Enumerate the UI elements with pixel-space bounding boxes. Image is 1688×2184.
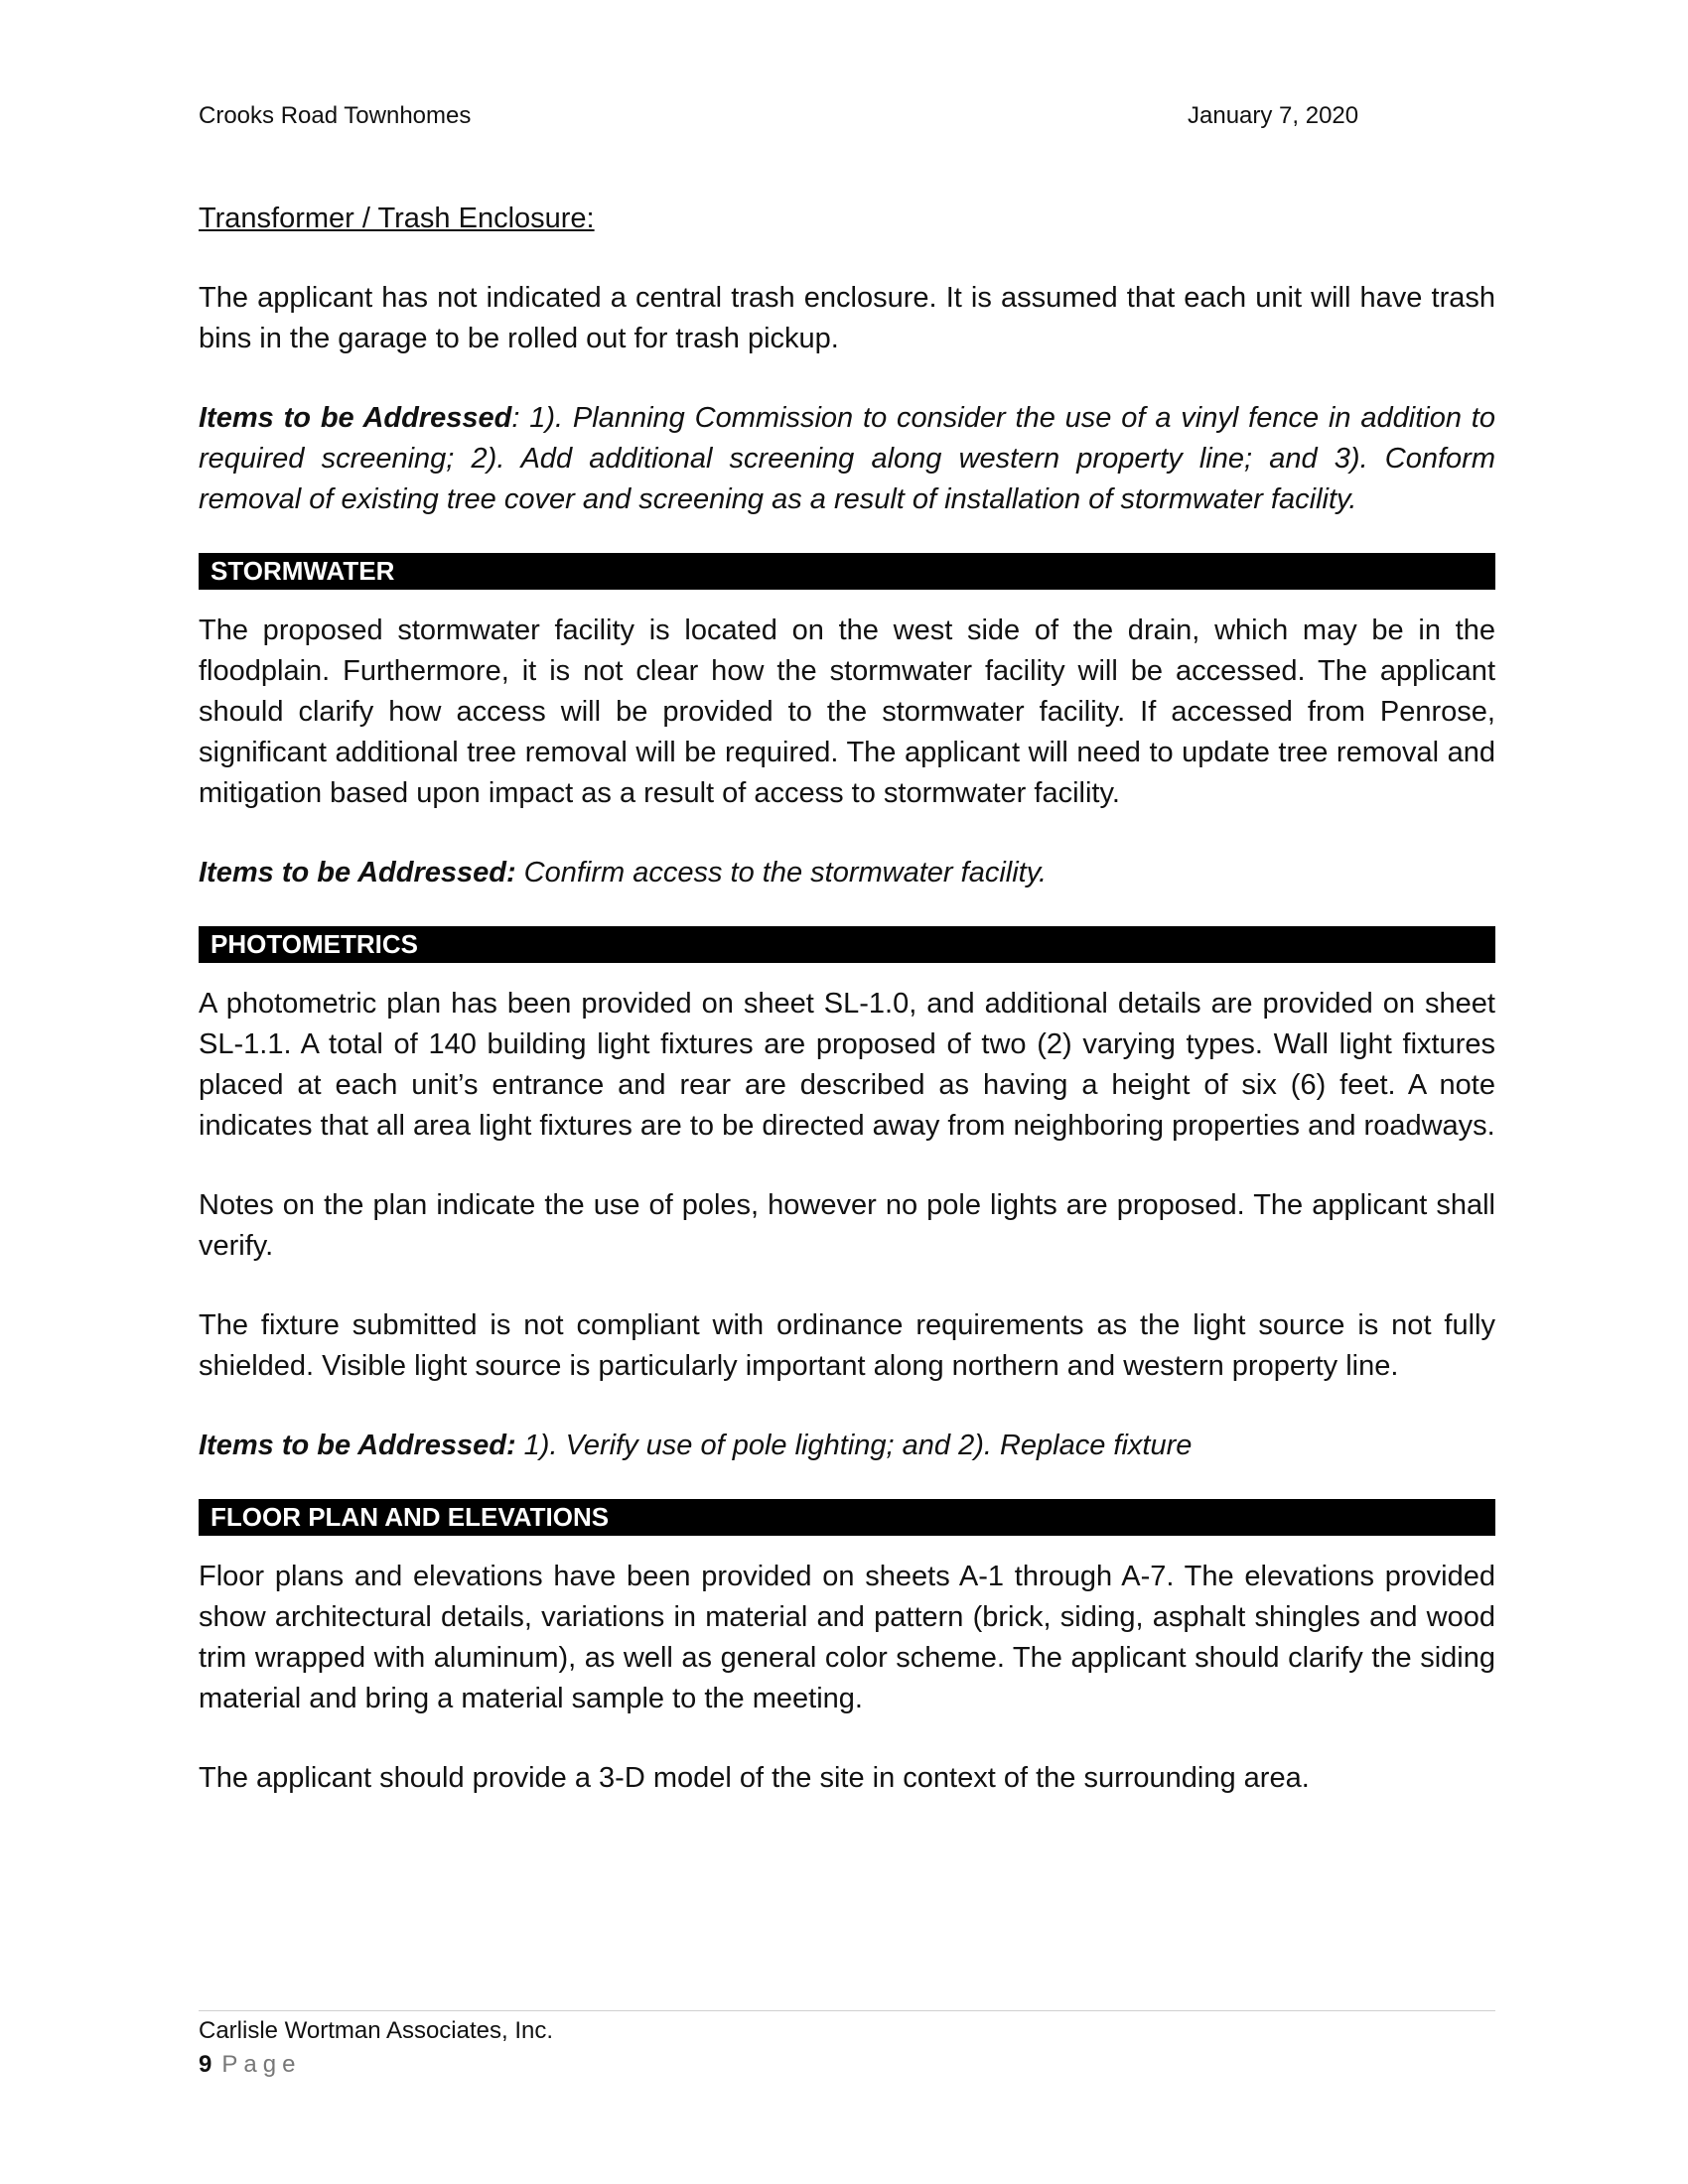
page-word: Page [221,2051,302,2078]
floorplan-paragraph-2: The applicant should provide a 3-D model of the site in context of the surrounding area. [199,1762,1310,1794]
header-project-name: Crooks Road Townhomes [199,102,472,129]
transformer-items-to-address [199,398,1495,520]
items-text: : 1). Planning Commission to consider the use of a vinyl fence in addition to required screening; 2). Add additional screening along western property line; and 3). Conform removal of existing tree cover and screening as a result of installation of stormwater facility. [199,402,1495,515]
stormwater-items-to-address [199,853,1495,893]
photometrics-items-to-address [199,1426,1495,1466]
section-header-floor-plan: FLOOR PLAN AND ELEVATIONS [199,1499,1495,1536]
items-label: Items to be Addressed [199,402,512,434]
photometrics-paragraph-1: A photometric plan has been provided on sheet SL-1.0, and additional details are provided on sheet SL-1.1. A total of 140 building light fixtures are proposed of two (2) varying types. Wall light fixtures placed at each unit’s entrance and rear are described as having a height of six (6) feet. A note indicates that all area light fixtures are to be directed away from neighboring properties and roadways. [199,988,1495,1142]
transformer-paragraph: The applicant has not indicated a central trash enclosure. It is assumed that each unit will have trash bins in the garage to be rolled out for trash pickup. [199,282,1495,354]
floorplan-paragraph-1: Floor plans and elevations have been provided on sheets A-1 through A-7. The elevations provided show architectural details, variations in material and pattern (brick, siding, asphalt shingles and wood trim wrapped with aluminum), as well as general color scheme. The applicant should clarify the siding material and bring a material sample to the meeting. [199,1561,1495,1714]
photometrics-paragraph-3: The fixture submitted is not compliant with ordinance requirements as the light source is not fully shielded. Visible light source is particularly important along northern and western property line. [199,1309,1495,1382]
page-number: 9 [199,2051,212,2078]
items-label: Items to be Addressed: [199,1430,516,1461]
document-body [199,199,1495,1799]
items-label: Items to be Addressed: [199,857,516,888]
items-text: 1). Verify use of pole lighting; and 2). Replace fixture [515,1430,1193,1461]
footer-company: Carlisle Wortman Associates, Inc. [199,2017,554,2044]
transformer-subheading: Transformer / Trash Enclosure: [199,203,595,234]
section-header-photometrics: PHOTOMETRICS [199,926,1495,963]
section-header-stormwater: STORMWATER [199,553,1495,590]
photometrics-paragraph-2: Notes on the plan indicate the use of poles, however no pole lights are proposed. The applicant shall verify. [199,1189,1495,1262]
header-date: January 7, 2020 [1188,102,1359,129]
stormwater-paragraph: The proposed stormwater facility is located on the west side of the drain, which may be in the floodplain. Furthermore, it is not clear how the stormwater facility will be accessed. The applicant should clarify how access will be provided to the stormwater facility. If accessed from Penrose, significant additional tree removal will be required. The applicant will need to update tree removal and mitigation based upon impact as a result of access to stormwater facility. [199,614,1495,809]
items-text: Confirm access to the stormwater facility. [515,857,1048,888]
footer-page-number [199,2051,301,2079]
footer-divider [199,2010,1495,2011]
